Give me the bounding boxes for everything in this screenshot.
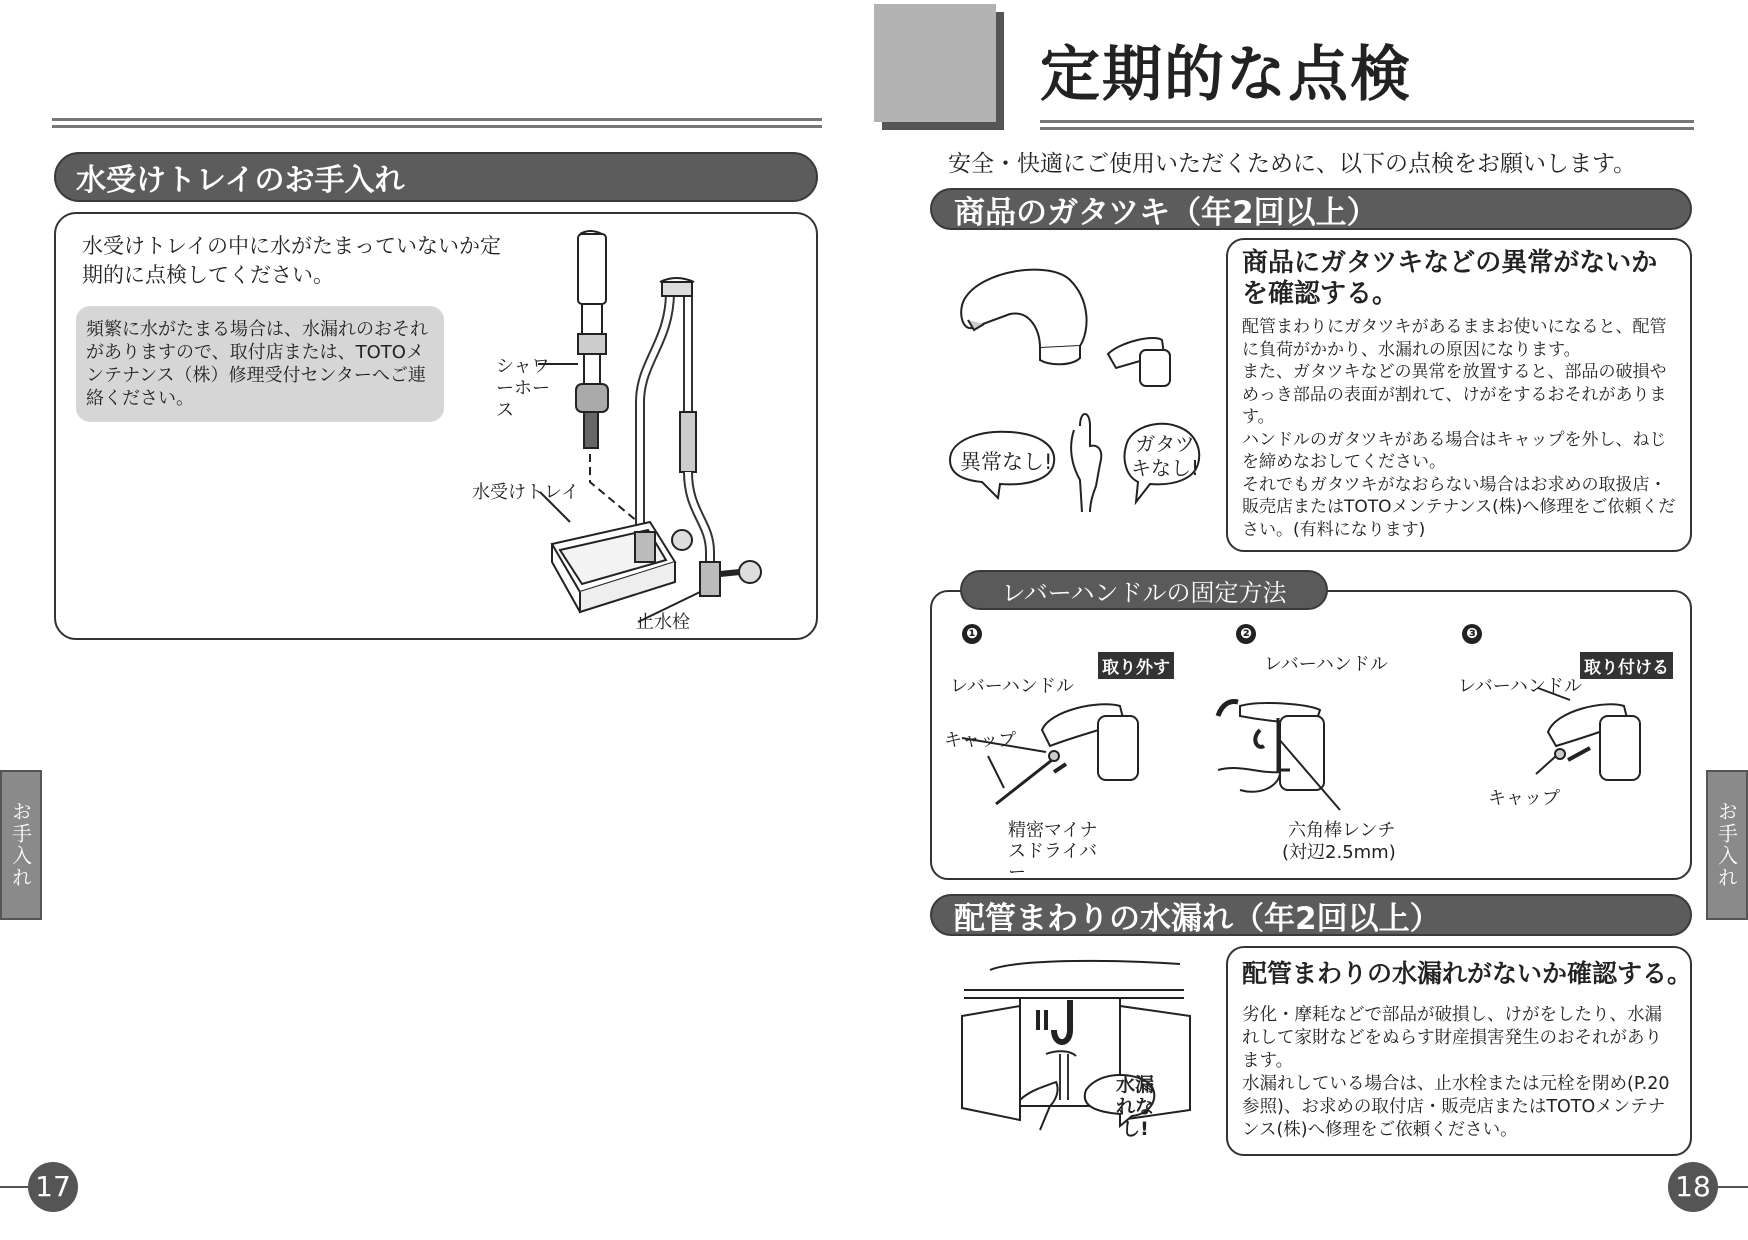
left-side-tab[interactable]: お手入れ (0, 770, 42, 920)
right-side-tab[interactable]: お手入れ (1706, 770, 1748, 920)
left-page-line (0, 1186, 30, 1188)
leak-heading: 配管まわりの水漏れがないか確認する。 (1242, 959, 1693, 988)
tray-intro-text: 水受けトレイの中に水がたまっていないか定期的に点検してください。 (82, 234, 501, 287)
wrench-size-label: (対辺2.5mm) (1282, 842, 1396, 863)
rattle-body: 配管まわりにガタツキがあるままお使いになると、配管に負荷がかかり、水漏れの原因になります。 また、ガタツキなどの異常を放置すると、部品の破損やめっき部品の表面が割れて、けがをするおそれがあります。 ハンドルのガタツキがある場合はキャップを外し、ねじを締めなおしてください。 それでもガタツキがなおらない場合はお求めの取扱店・販売店またはTOTOメンテナンス(株)へ修理をご依頼ください。(有料になります) (1242, 317, 1676, 540)
bubble-ok-text: 異常なし! (960, 450, 1053, 474)
right-page-line (1716, 1186, 1748, 1188)
title-gray-block (874, 4, 996, 122)
tray-label: 水受けトレイ (472, 482, 580, 503)
remove-tag: 取り外す (1098, 652, 1174, 679)
step1-lever-label: レバーハンドル (950, 676, 1074, 697)
right-page-number: 18 (1668, 1162, 1718, 1212)
under-sink-illustration (960, 950, 1220, 1140)
stop-valve-label: 止水栓 (636, 612, 690, 633)
leak-body: 劣化・摩耗などで部品が破損し、けがをしたり、水漏れして家財などをぬらす財産損害発生のおそれがあります。 水漏れしている場合は、止水栓または元栓を閉め(P.20参照)、お求めの取付店・販売店またはTOTOメンテナンス(株)へ修理をご依頼ください。 (1242, 1005, 1670, 1140)
driver-label: 精密マイナスドライバー (1008, 820, 1098, 883)
section-leak-title: 配管まわりの水漏れ（年2回以上） (930, 894, 1692, 936)
tray-note-text: 頻繁に水がたまる場合は、水漏れのおそれがありますので、取付店または、TOTOメンテナンス（株）修理受付センターへご連絡ください。 (86, 319, 428, 409)
left-top-rule (52, 118, 822, 128)
step2-lever-label: レバーハンドル (1264, 654, 1388, 675)
step-3-number: ❸ (1462, 624, 1482, 644)
step-1-number: ❶ (962, 624, 982, 644)
page-title: 定期的な点検 (1040, 40, 1412, 110)
left-section-title: 水受けトレイのお手入れ (54, 152, 818, 202)
bubble-none-text: ガタツキなし! (1130, 432, 1200, 480)
step3-cap-label: キャップ (1488, 788, 1560, 809)
lever-fix-title: レバーハンドルの固定方法 (960, 570, 1328, 610)
shower-hose-label: シャワーホース (496, 356, 550, 421)
lead-text: 安全・快適にご使用いただくために、以下の点検をお願いします。 (948, 151, 1637, 177)
left-page-number: 17 (28, 1162, 78, 1212)
section-rattle-title: 商品のガタツキ（年2回以上） (930, 188, 1692, 230)
step3-lever-label: レバーハンドル (1458, 676, 1582, 697)
step1-cap-label: キャップ (944, 730, 1016, 751)
step-2-number: ❷ (1236, 624, 1256, 644)
wrench-label: 六角棒レンチ (1288, 820, 1396, 841)
rattle-heading: 商品にガタツキなどの異常がないかを確認する。 (1242, 248, 1658, 309)
right-top-rule (1040, 120, 1694, 130)
leak-bubble-text: 水漏れなし! (1115, 1074, 1154, 1140)
shower-hose-tray-illustration (460, 222, 800, 622)
attach-tag: 取り付ける (1580, 652, 1673, 679)
